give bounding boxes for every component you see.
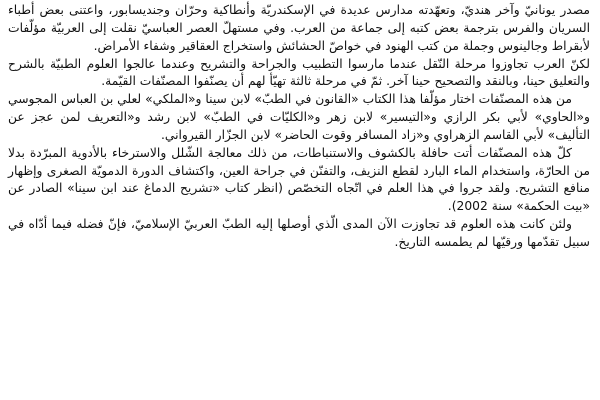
- paragraph-2: لكنّ العرب تجاوزوا مرحلة النّقل عندما مارسوا التطبيب والجراحة والتشريح وعندما عالجوا العلوم الطبيّة بالشرح والتعليق حينا، وبالنقد والتصحيح حينا آخر. ثمّ في مرحلة ثالثة تهيّأ لهم أن يصنّفوا المصنّفات القيّمة.: [8, 56, 590, 89]
- paragraph-3: من هذه المصنّفات اختار مؤلّفا هذا الكتاب «القانون في الطبّ» لابن سينا و«الملكي» لعلي بن العباس المجوسي و«الحاوي» لأبي بكر الرازي و«التيسير» لابن زهر و«الكليّات في الطبّ» لابن رشد و«التعريف لمن عجز عن التأليف» لأبي القاسم الزهراوي و«زاد المسافر وقوت الحاضر» لابن الجزّار القيرواني.: [7, 92, 590, 142]
- paragraph-4: كلّ هذه المصنّفات أتت حافلة بالكشوف والاستنباطات، من ذلك معالجة الشّلل والاسترخاء بالأدوية المبرّدة بدلا من الحارّة، واستخدام الماء البارد لقطع النزيف، والتفنّن في جراحة العين، واكتشاف الدورة الدمويّة الصغرى وإظهار منافع التشريح. ولقد جروا في هذا العلم في اتّجاه التخصّص (انظر كتاب «تشريح الدماغ عند ابن سينا» الصادر عن «بيت الحكمة» سنة 2002).: [8, 145, 590, 214]
- paragraph-5: ولئن كانت هذه العلوم قد تجاوزت الآن المدى الّذي أوصلها إليه الطبّ العربيّ الإسلاميّ، فإنّ فضله فيما أدّاه في سبيل تقدّمها ورقيّها لم يطمسه التاريخ.: [8, 217, 590, 249]
- paragraph-1: مصدر يونانيّ وآخر هنديّ، وتعهّدته مدارس عديدة في الإسكندريّة وأنطاكية وحرّان وجنديسابور، واعتنى بعض أطباء السريان والفرس بترجمة بعض كتبه إلى جماعة من العرب. وفي مستهلّ العصر العباسيّ نقلت إلى العربيّة مؤلّفات لأبقراط وجالينوس وجملة من كتب الهنود في خواصّ الحشائش واستخراج العقاقير وشفاء الأمراض.: [8, 3, 590, 53]
